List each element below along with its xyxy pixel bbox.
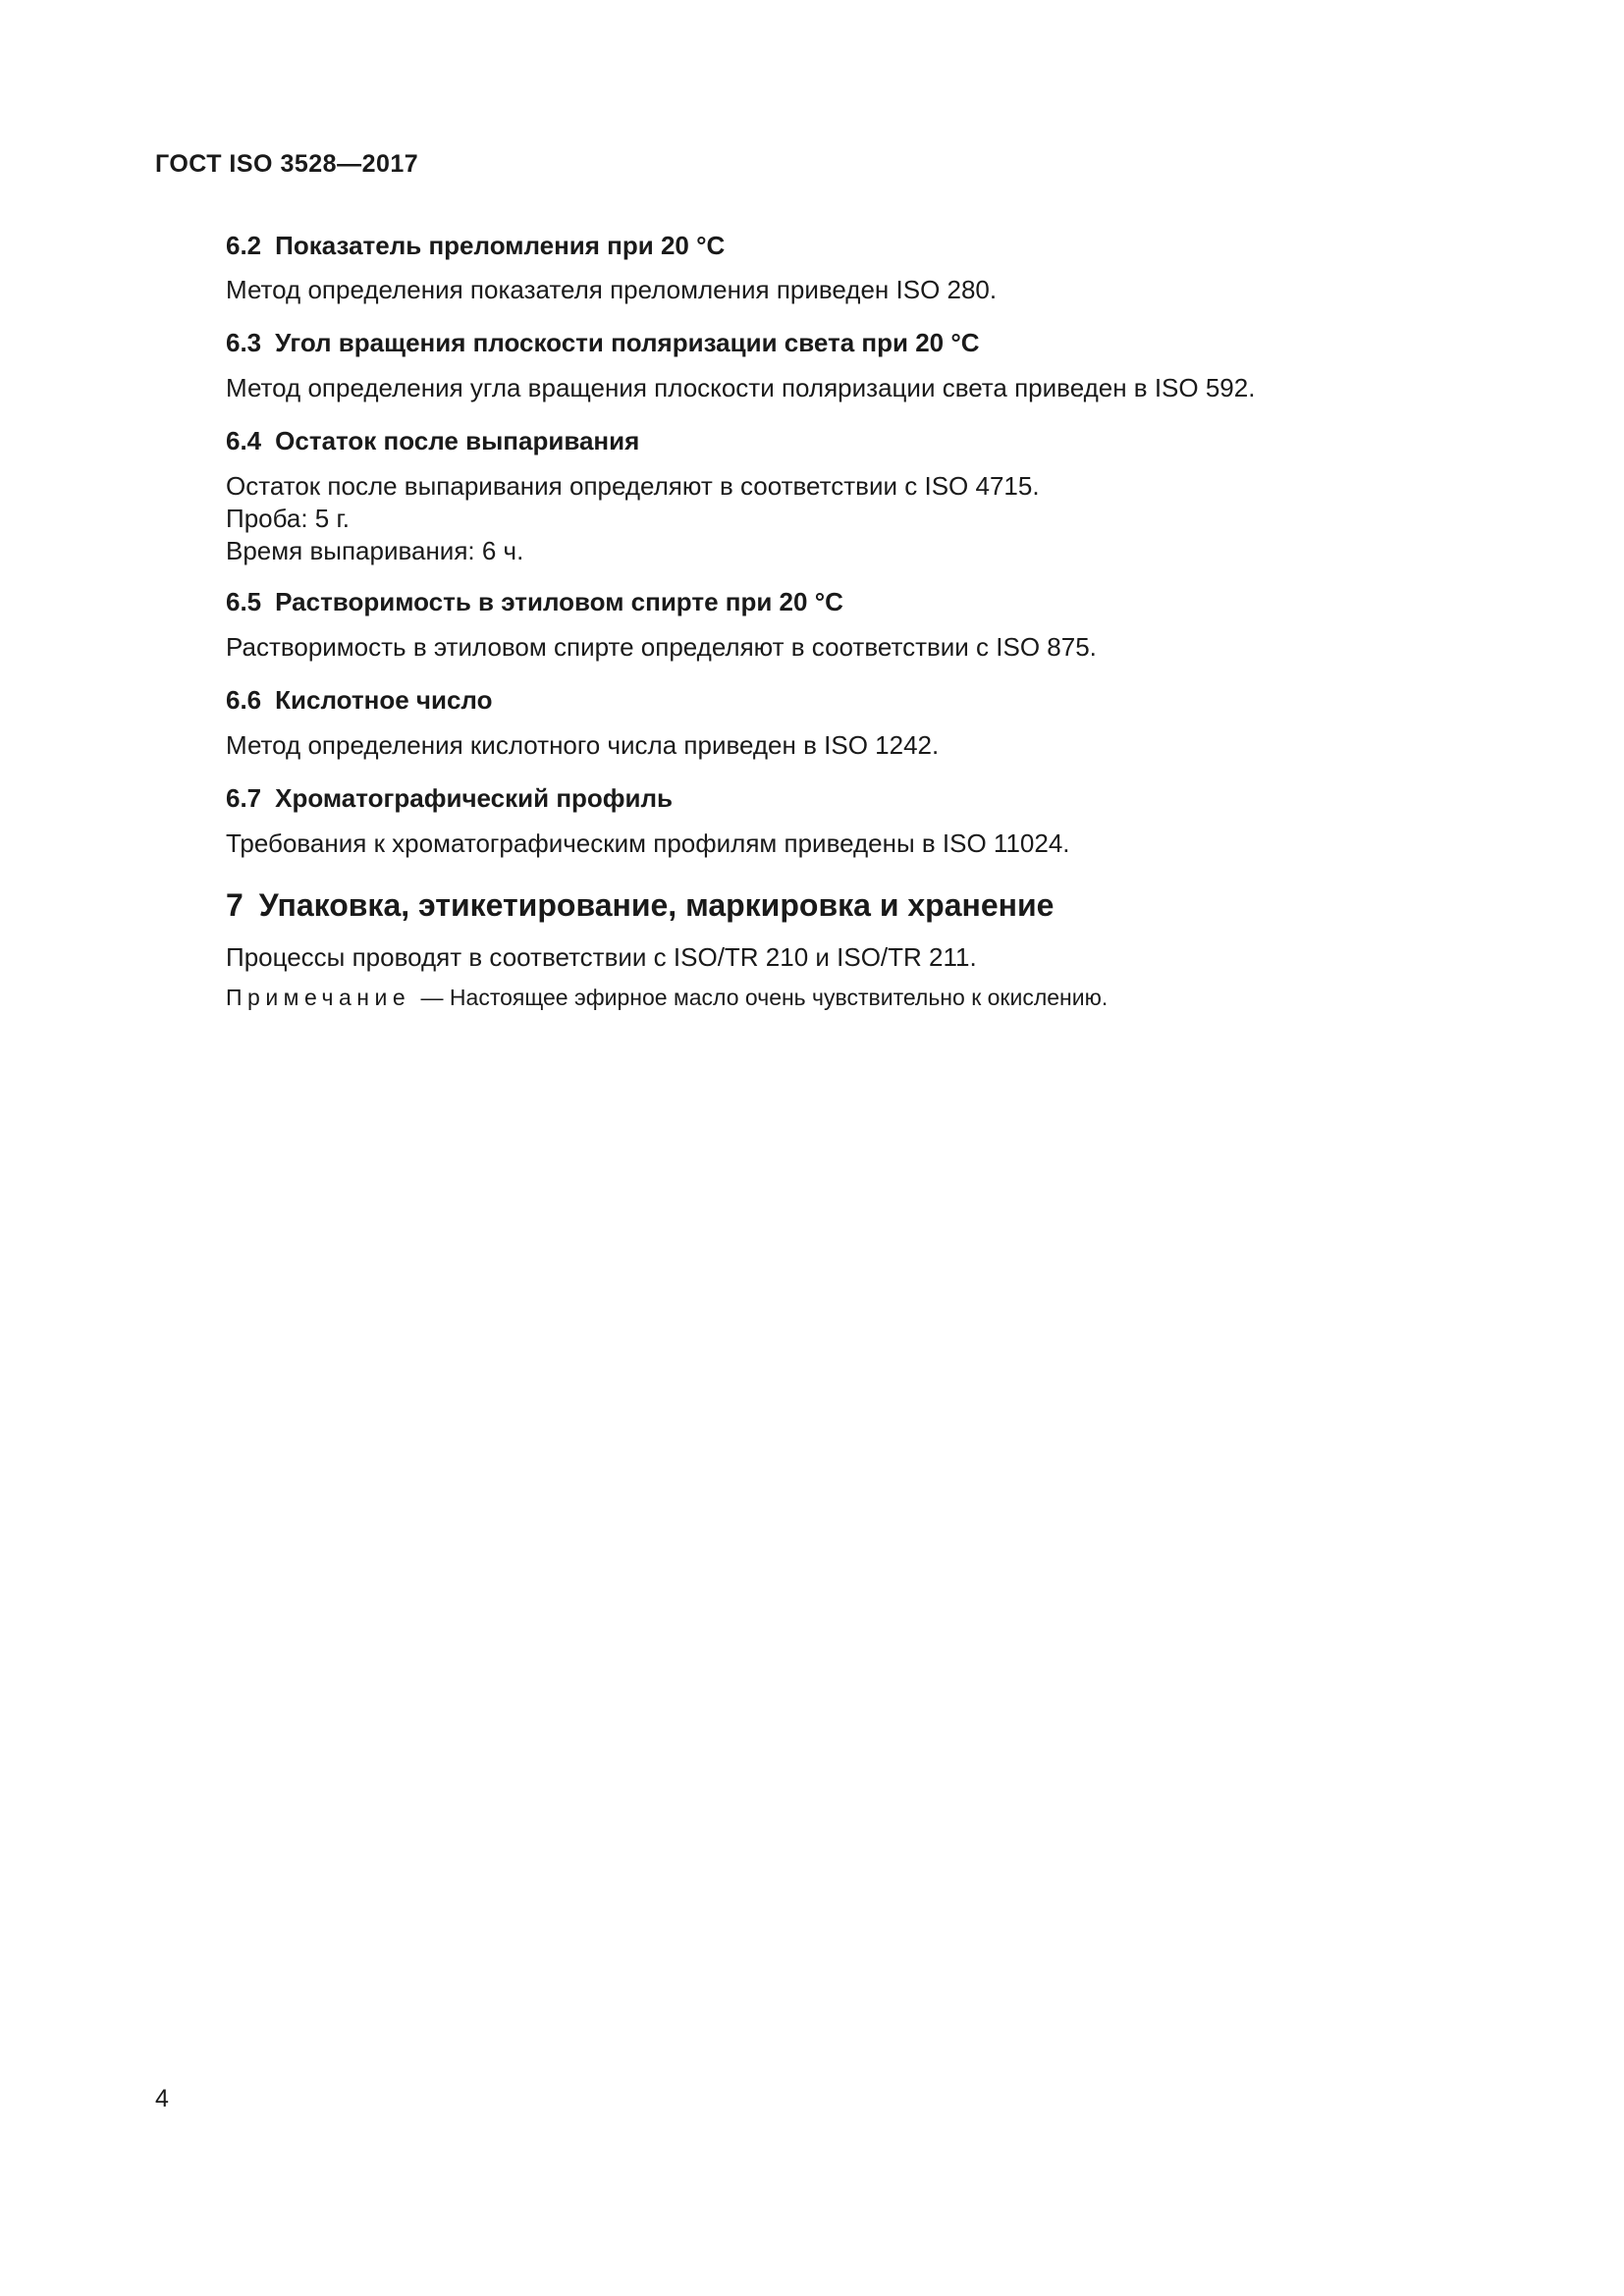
subsection-text-line: Проба: 5 г. xyxy=(226,504,351,533)
subsection-heading xyxy=(226,682,1463,718)
subsection-title: Растворимость в этиловом спирте при 20 °С xyxy=(275,587,843,616)
subsection-text: Метод определения кислотного числа приведен в ISO 1242. xyxy=(226,730,940,760)
subsection-6-2 xyxy=(226,228,1463,306)
subsection-6-4 xyxy=(226,423,1463,567)
subsection-text-line: Остаток после выпаривания определяют в соответствии с ISO 4715. xyxy=(226,471,1040,501)
section-number: 7 xyxy=(226,887,244,923)
subsection-6-7 xyxy=(226,780,1463,860)
note xyxy=(226,983,1463,1012)
subsection-title: Показатель преломления при 20 °С xyxy=(275,231,726,260)
subsection-heading xyxy=(226,584,1463,619)
subsection-6-6 xyxy=(226,682,1463,762)
subsection-text-line: Время выпаривания: 6 ч. xyxy=(226,536,524,565)
subsection-6-5 xyxy=(226,584,1463,664)
section-title: Упаковка, этикетирование, маркировка и хранение xyxy=(258,887,1055,923)
subsection-6-3 xyxy=(226,325,1463,404)
subsection-text: Растворимость в этиловом спирте определяют в соответствии с ISO 875. xyxy=(226,632,1097,662)
subsection-title: Остаток после выпаривания xyxy=(275,426,640,455)
subsection-heading xyxy=(226,325,1463,360)
subsection-title: Хроматографический профиль xyxy=(275,783,674,813)
document-body xyxy=(226,228,1463,1012)
page-number: 4 xyxy=(155,2085,169,2112)
subsection-number: 6.4 xyxy=(226,426,262,455)
note-label: Примечание xyxy=(226,985,411,1010)
section-heading xyxy=(226,883,1463,927)
subsection-number: 6.3 xyxy=(226,328,262,357)
section-text: Процессы проводят в соответствии с ISO/TR 210 и ISO/TR 211. xyxy=(226,942,977,972)
note-text: — Настоящее эфирное масло очень чувствительно к окислению. xyxy=(420,985,1109,1010)
subsection-text: Метод определения показателя преломления приведен ISO 280. xyxy=(226,275,998,304)
subsection-number: 6.6 xyxy=(226,685,262,715)
subsection-number: 6.5 xyxy=(226,587,262,616)
subsection-text: Метод определения угла вращения плоскости поляризации света приведен в ISO 592. xyxy=(226,373,1256,402)
document-code-header: ГОСТ ISO 3528—2017 xyxy=(155,150,419,178)
subsection-number: 6.7 xyxy=(226,783,262,813)
subsection-number: 6.2 xyxy=(226,231,262,260)
subsection-heading xyxy=(226,423,1463,458)
subsection-title: Кислотное число xyxy=(275,685,493,715)
subsection-text: Требования к хроматографическим профилям приведены в ISO 11024. xyxy=(226,828,1070,858)
section-7 xyxy=(226,883,1463,1012)
subsection-heading xyxy=(226,228,1463,263)
subsection-heading xyxy=(226,780,1463,816)
subsection-title: Угол вращения плоскости поляризации света при 20 °С xyxy=(275,328,980,357)
